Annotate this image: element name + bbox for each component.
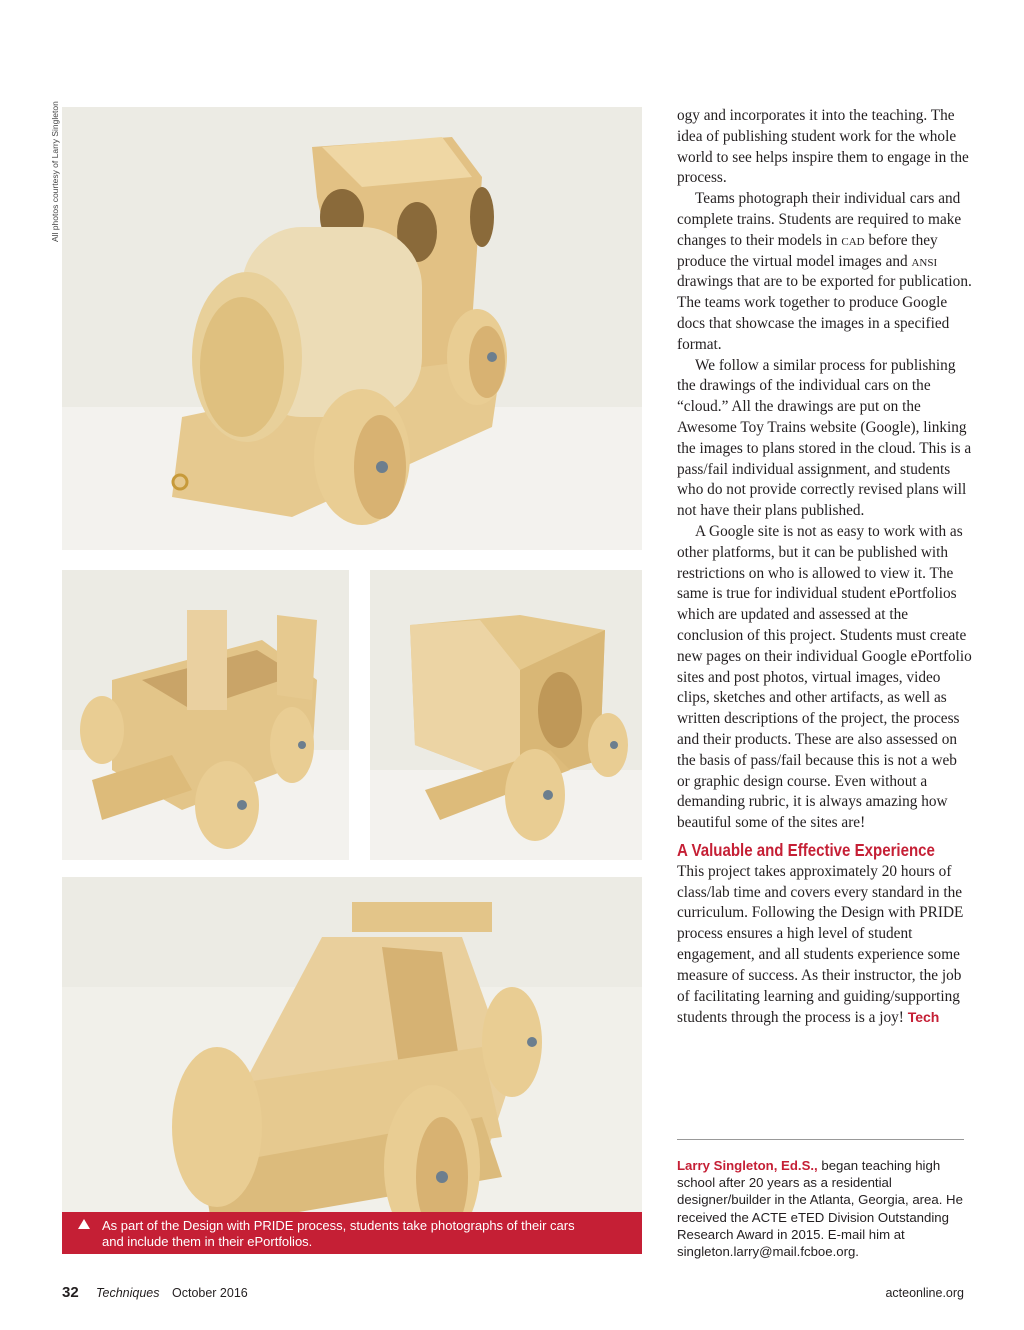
website-url: acteonline.org — [885, 1286, 964, 1300]
author-bio — [677, 1157, 972, 1260]
end-mark: Tech — [907, 1009, 940, 1026]
caption-line-1: As part of the Design with PRIDE process, students take photographs of their cars — [102, 1218, 575, 1233]
author-bio-text: began teaching high school after 20 years as a residential designer/builder in the Atlanta, Georgia, area. He received the ACTE eTED Division Outstanding Research Award in 2015. E-mail him at singleton.larry@mail.fcboe.org. — [677, 1158, 963, 1260]
article-column — [677, 106, 972, 1029]
article-text: This project takes approximately 20 hours of class/lab time and covers every standard in the curriculum. Following the Design with PRIDE process ensures a high level of student engagement, and all students experience some measure of success. As their instructor, the job of facilitating learning and guiding/supporting students through the process is a joy! — [677, 862, 964, 1027]
article-text: Teams photograph their individual cars and complete trains. Students are required to make changes to their models in — [677, 190, 962, 249]
section-heading: A Valuable and Effective Experience — [677, 839, 935, 860]
article-text: drawings that are to be exported for publication. The teams work together to produce Google docs that showcase the images in a specified format. — [677, 273, 972, 353]
caption-line-2: and include them in their ePortfolios. — [102, 1234, 313, 1249]
article-paragraph: A Google site is not as easy to work with as other platforms, but it can be published with restrictions on who is allowed to view it. The same is true for individual student ePortfolios which are updated and assessed at the conclusion of this project. Students must create new pages on their individual Google ePortfolio sites and post photos, virtual images, video clips, sketches and other artifacts, as well as written descriptions of the project, the process and their products. These are also assessed on the basis of pass/fail because this is not a web or graphic design course. Even without a demanding rubric, it is always amazing how beautiful some of the sites are! — [677, 522, 972, 832]
photo-credit — [50, 101, 60, 244]
author-name: Larry Singleton, Ed.S., — [677, 1158, 818, 1173]
page-footer — [62, 1284, 964, 1304]
magazine-name: Techniques — [96, 1286, 160, 1300]
cab-car-photo — [370, 570, 642, 860]
issue-date: October 2016 — [172, 1286, 248, 1300]
photo-caption — [62, 1212, 642, 1254]
caption-triangle-icon — [78, 1219, 90, 1229]
cab-car-illustration — [370, 570, 642, 860]
article-paragraph: ogy and incorporates it into the teaching. The idea of publishing student work for the whole world to see helps inspire them to engage in the process. — [677, 107, 969, 187]
photo-credit-text: All photos courtesy of Larry Singleton — [50, 101, 60, 242]
article-paragraph — [677, 862, 972, 1029]
article-paragraph — [677, 189, 972, 355]
article-acronym-ansi: ansi — [911, 252, 938, 270]
open-car-illustration — [62, 570, 349, 860]
open-car-photo — [62, 570, 349, 860]
bio-divider — [677, 1139, 964, 1140]
article-paragraph: We follow a similar process for publishing the drawings of the individual cars on the “cloud.” All the drawings are put on the Awesome Toy Trains website (Google), linking the images to plans stored in the cloud. This is a pass/fail individual assignment, and students who do not provide correctly revised plans will not have their plans published. — [677, 356, 972, 520]
article-acronym-cad: cad — [841, 231, 865, 249]
article-text: before they produce the virtual model images and — [677, 231, 938, 270]
page-number: 32 — [62, 1284, 79, 1301]
race-car-illustration — [62, 877, 642, 1254]
race-car-photo — [62, 877, 642, 1254]
train-engine-photo — [62, 107, 642, 550]
train-engine-illustration — [62, 107, 642, 550]
